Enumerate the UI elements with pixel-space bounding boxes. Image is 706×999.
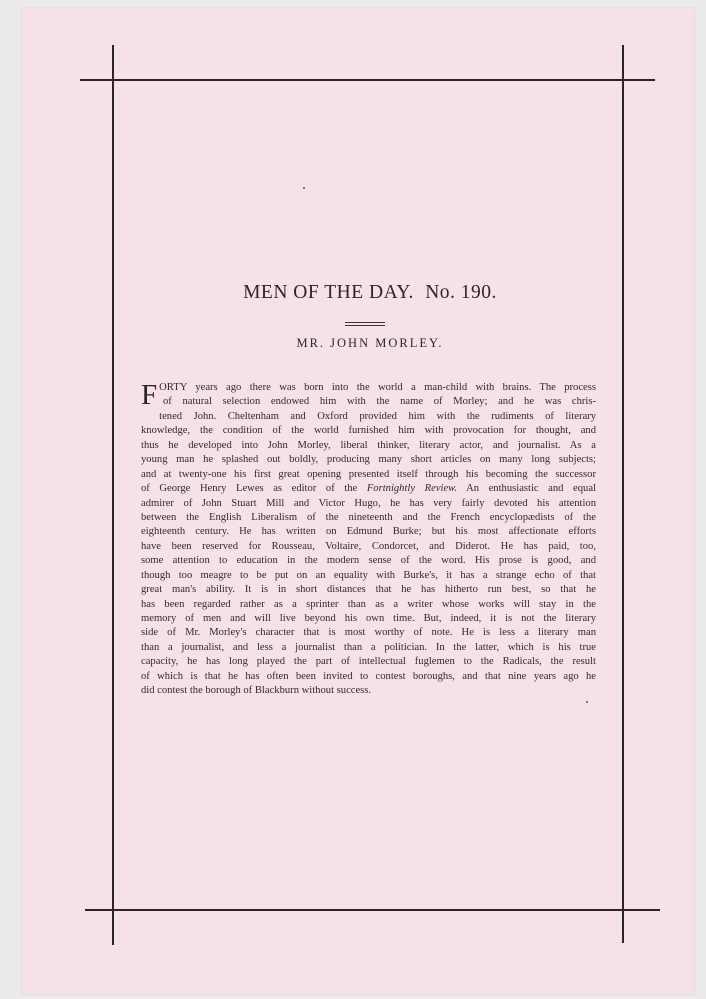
article-line: did contest the borough of Blackburn without success. — [141, 685, 372, 697]
article-line: thus he developed into John Morley, liberal thinker, literary actor, and journalist. As a — [141, 439, 596, 451]
article-line: has been regarded rather as a sprinter than as a writer whose works will stay in the — [141, 598, 596, 610]
article-body — [141, 381, 596, 699]
article-line: and at twenty-one his first great opening presented itself through his becoming the successor — [141, 468, 596, 480]
article-line: have been reserved for Rousseau, Voltaire, Condorcet, and Diderot. He has paid, too, — [141, 540, 596, 552]
article-line: side of Mr. Morley's character that is most worthy of note. He is less a literary man — [141, 627, 596, 639]
article-line: eighteenth century. He has written on Edmund Burke; but his most affectionate efforts — [141, 526, 596, 538]
left-border-rule — [112, 45, 114, 945]
article-line: some attention to education in the modern sense of the word. His prose is good, and — [141, 555, 596, 567]
article-line: of natural selection endowed him with the name of Morley; and he was chris- — [163, 396, 596, 408]
article-line: knowledge, the condition of the world furnished him with provocation for thought, and — [141, 425, 596, 437]
title-separator — [345, 322, 385, 323]
article-line: admirer of John Stuart Mill and Victor Hugo, he has very fairly devoted his attention — [141, 497, 596, 509]
drop-cap: F — [141, 379, 158, 411]
article-line: between the English Liberalism of the nineteenth and the French encyclopædists of the — [141, 511, 596, 523]
article-line: capacity, he has long played the part of intellectual fuglemen to the Radicals, the result — [141, 656, 596, 668]
article-line: young man he splashed out boldly, producing many short articles on many long subjects; — [141, 454, 596, 466]
article-line: great man's ability. It is in short distances that he has hitherto run best, so that he — [141, 584, 596, 596]
speck — [586, 701, 588, 703]
top-border-rule — [80, 79, 655, 81]
line-text: An enthusiastic and equal — [457, 483, 596, 495]
italic-title: Fortnightly Review. — [366, 483, 458, 495]
line-text: of George Henry Lewes as editor of the — [141, 483, 367, 495]
right-border-rule — [622, 45, 624, 943]
title-text: MEN OF THE DAY. — [243, 282, 414, 303]
speck — [303, 187, 305, 189]
title-separator — [345, 325, 385, 326]
article-line: than a journalist, and less a journalist than a politician. In the latter, which is his true — [141, 641, 596, 653]
issue-number: No. 190. — [425, 282, 497, 303]
article-line: memory of men and will live beyond his own time. But, indeed, it is not the literary — [141, 613, 596, 624]
article-line: ORTY years ago there was born into the world a man-child with brains. The process — [159, 382, 596, 393]
article-line — [141, 482, 596, 496]
article-line: though too meagre to be put on an equality with Burke's, it has a strange echo of that — [141, 569, 596, 581]
article-lines — [141, 381, 596, 699]
article-subtitle: MR. JOHN MORLEY. — [296, 336, 444, 350]
page-title — [140, 282, 600, 304]
bottom-border-rule — [85, 909, 660, 911]
article-line: of which is that he has often been invited to contest boroughs, and that nine years ago he — [141, 670, 596, 682]
article-line: tened John. Cheltenham and Oxford provided him with the rudiments of literary — [159, 410, 596, 422]
